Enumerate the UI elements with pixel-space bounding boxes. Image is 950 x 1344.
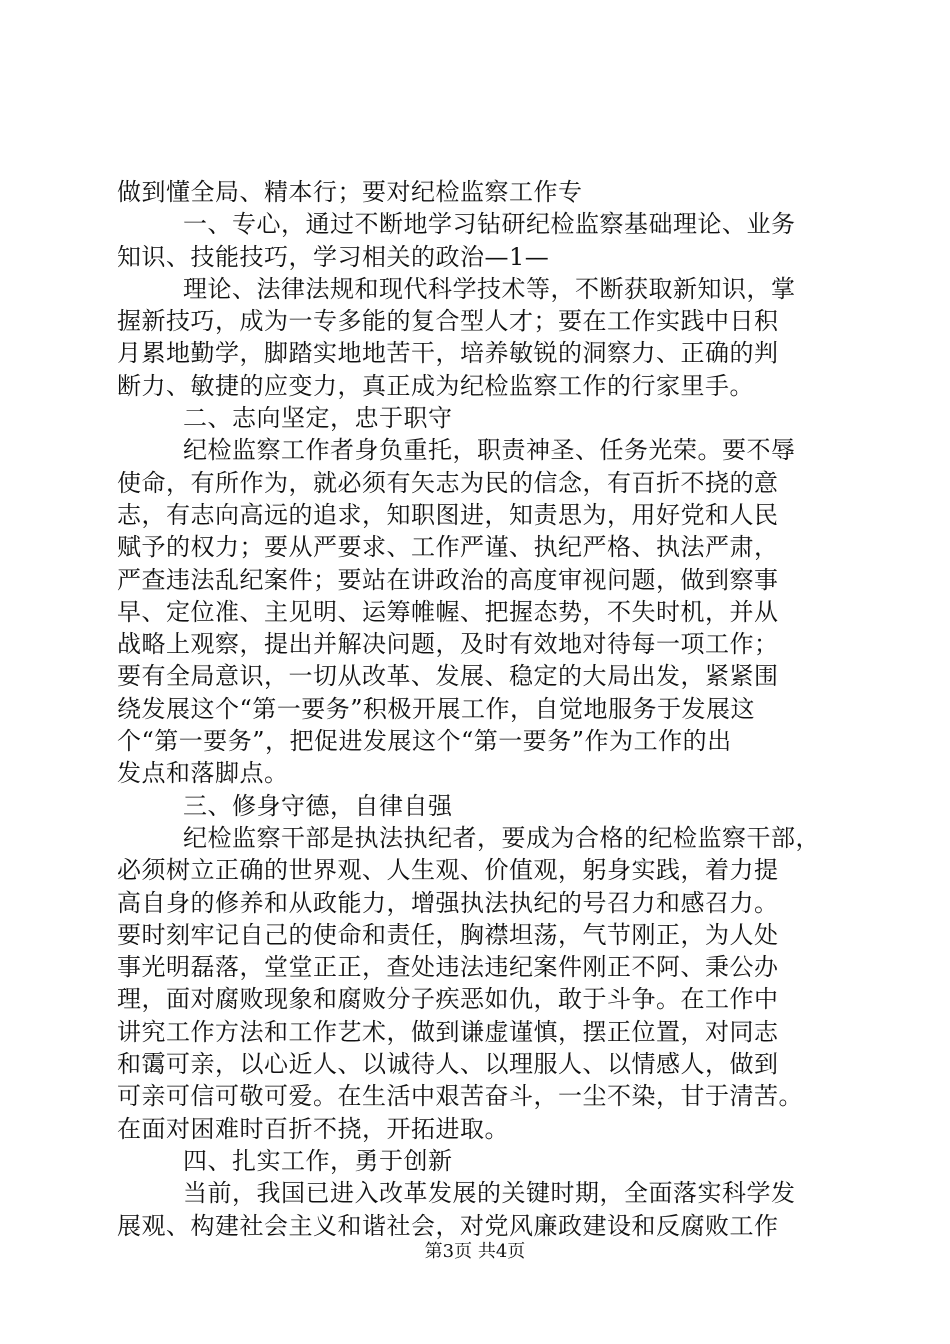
text-line: 讲究工作方法和工作艺术，做到谦虚谨慎，摆正位置，对同志 xyxy=(117,1017,779,1046)
text-line: 一、专心，通过不断地学习钻研纪检监察基础理论、业务 xyxy=(183,210,796,239)
text-line: 月累地勤学，脚踏实地地苦干，培养敏锐的洞察力、正确的判 xyxy=(117,339,779,368)
text-line: 纪检监察干部是执法执纪者，要成为合格的纪检监察干部， xyxy=(183,823,820,852)
text-line: 理论、法律法规和现代科学技术等，不断获取新知识，掌 xyxy=(183,274,796,303)
text-line: 展观、构建社会主义和谐社会，对党风廉政建设和反腐败工作 xyxy=(117,1211,779,1240)
text-line: 断力、敏捷的应变力，真正成为纪检监察工作的行家里手。 xyxy=(117,371,754,400)
text-line: 志，有志向高远的追求，知职图进，知责思为，用好党和人民 xyxy=(117,500,779,529)
text-line: 和霭可亲，以心近人、以诚待人、以理服人、以情感人，做到 xyxy=(117,1050,779,1079)
text-line: 严查违法乱纪案件；要站在讲政治的高度审视问题，做到察事 xyxy=(117,565,779,594)
text-line: 早、定位准、主见明、运筹帷幄、把握态势，不失时机，并从 xyxy=(117,597,779,626)
text-line: 可亲可信可敬可爱。在生活中艰苦奋斗，一尘不染，甘于清苦。 xyxy=(117,1082,803,1111)
text-line: 三、修身守德，自律自强 xyxy=(183,791,453,820)
text-line: 理，面对腐败现象和腐败分子疾恶如仇，敢于斗争。在工作中 xyxy=(117,985,779,1014)
text-line: 事光明磊落，堂堂正正，查处违法违纪案件刚正不阿、秉公办 xyxy=(117,953,779,982)
text-line: 知识、技能技巧，学习相关的政治—1— xyxy=(117,242,550,271)
text-line: 在面对困难时百折不挠，开拓进取。 xyxy=(117,1114,509,1143)
text-line: 绕发展这个“第一要务”积极开展工作，自觉地服务于发展这 xyxy=(117,694,756,723)
text-line: 握新技巧，成为一专多能的复合型人才；要在工作实践中日积 xyxy=(117,307,779,336)
text-line: 个“第一要务”，把促进发展这个“第一要务”作为工作的出 xyxy=(117,727,732,756)
text-line: 高自身的修养和从政能力，增强执法执纪的号召力和感召力。 xyxy=(117,888,779,917)
document-body xyxy=(117,176,837,1242)
text-line: 赋予的权力；要从严要求、工作严谨、执纪严格、执法严肃， xyxy=(117,533,779,562)
page-number: 第3页 共4页 xyxy=(424,1241,526,1262)
text-line: 要时刻牢记自己的使命和责任，胸襟坦荡，气节刚正，为人处 xyxy=(117,920,779,949)
text-line: 做到懂全局、精本行；要对纪检监察工作专 xyxy=(117,178,583,206)
text-line: 战略上观察，提出并解决问题，及时有效地对待每一项工作； xyxy=(117,630,779,659)
text-line: 纪检监察工作者身负重托，职责神圣、任务光荣。要不辱 xyxy=(183,436,796,465)
page-footer xyxy=(0,1240,950,1264)
text-line: 二、志向坚定，忠于职守 xyxy=(183,404,453,433)
text-line: 四、扎实工作，勇于创新 xyxy=(183,1146,453,1175)
text-line: 使命，有所作为，就必须有矢志为民的信念，有百折不挠的意 xyxy=(117,468,779,497)
text-line: 当前，我国已进入改革发展的关键时期，全面落实科学发 xyxy=(183,1179,796,1208)
text-line: 要有全局意识，一切从改革、发展、稳定的大局出发，紧紧围 xyxy=(117,662,779,691)
text-line: 必须树立正确的世界观、人生观、价值观，躬身实践，着力提 xyxy=(117,856,779,885)
text-line: 发点和落脚点。 xyxy=(117,759,289,788)
